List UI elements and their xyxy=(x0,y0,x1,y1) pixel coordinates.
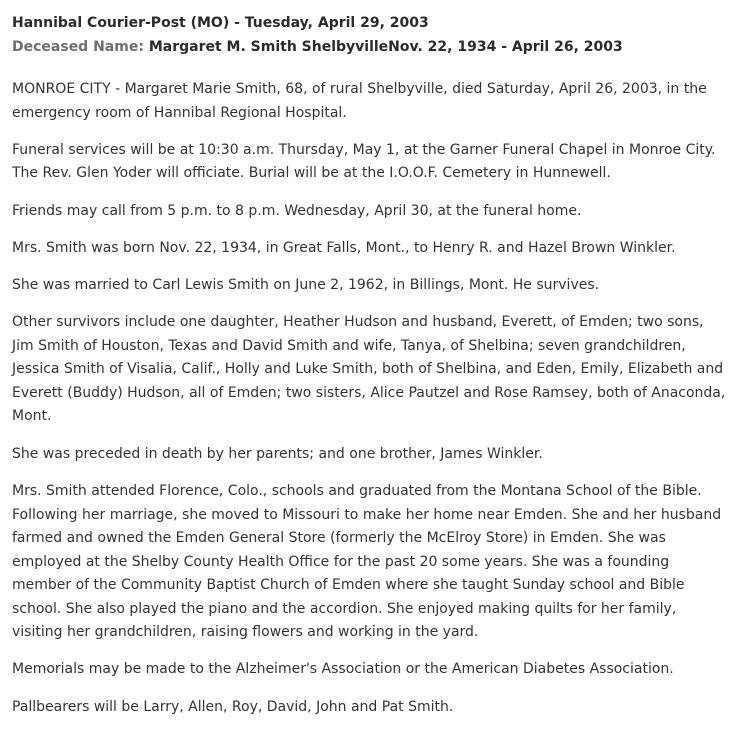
paragraph-pallbearers: Pallbearers will be Larry, Allen, Roy, David, John and Pat Smith. xyxy=(12,698,454,715)
obituary-body xyxy=(12,78,729,719)
paragraph-biography: Mrs. Smith attended Florence, Colo., schools and graduated from the Montana School of the Bible. Following her marriage, she moved to Missouri to make her home near Emden. She and her husband farmed and owned the Emden General Store (formerly the McElroy Store) in Emden. She was employed at the Shelby County Health Office for the past 20 some years. She was a founding member of the Community Baptist Church of Emden where she taught Sunday school and Bible school. She also played the piano and the accordion. She enjoyed making quilts for her family, visiting her grandchildren, raising flowers and working in the yard. xyxy=(12,483,722,641)
paragraph-visitation: Friends may call from 5 p.m. to 8 p.m. Wednesday, April 30, at the funeral home. xyxy=(12,202,582,219)
deceased-name-value: Margaret M. Smith ShelbyvilleNov. 22, 1934 - April 26, 2003 xyxy=(148,39,623,55)
paragraph-memorials: Memorials may be made to the Alzheimer's Association or the American Diabetes Association. xyxy=(12,661,674,678)
paragraph-survivors: Other survivors include one daughter, Heather Hudson and husband, Everett, of Emden; two sons, Jim Smith of Houston, Texas and David Smith and wife, Tanya, of Shelbina; seven grandchildren, Jessica Smith of Visalia, Calif., Holly and Luke Smith, both of Shelbina, and Eden, Emily, Elizabeth and Everett (Buddy) Hudson, all of Emden; two sisters, Alice Pautzel and Rose Ramsey, both of Anaconda, Mont. xyxy=(12,314,726,425)
deceased-name-line xyxy=(12,35,729,59)
paragraph-birth: Mrs. Smith was born Nov. 22, 1934, in Great Falls, Mont., to Henry R. and Hazel Brown Winkler. xyxy=(12,239,676,256)
paragraph-funeral-services: Funeral services will be at 10:30 a.m. Thursday, May 1, at the Garner Funeral Chapel in Monroe City. The Rev. Glen Yoder will officiate. Burial will be at the I.O.O.F. Cemetery in Hunnewell. xyxy=(12,141,716,182)
paragraph-marriage: She was married to Carl Lewis Smith on June 2, 1962, in Billings, Mont. He survives. xyxy=(12,277,600,294)
source-line: Hannibal Courier-Post (MO) - Tuesday, April 29, 2003 xyxy=(12,15,429,31)
paragraph-preceded: She was preceded in death by her parents; and one brother, James Winkler. xyxy=(12,445,543,462)
deceased-name-label: Deceased Name: xyxy=(12,39,144,55)
paragraph-death-notice: MONROE CITY - Margaret Marie Smith, 68, of rural Shelbyville, died Saturday, April 26, 2003, in the emergency room of Hannibal Regional Hospital. xyxy=(12,81,707,121)
